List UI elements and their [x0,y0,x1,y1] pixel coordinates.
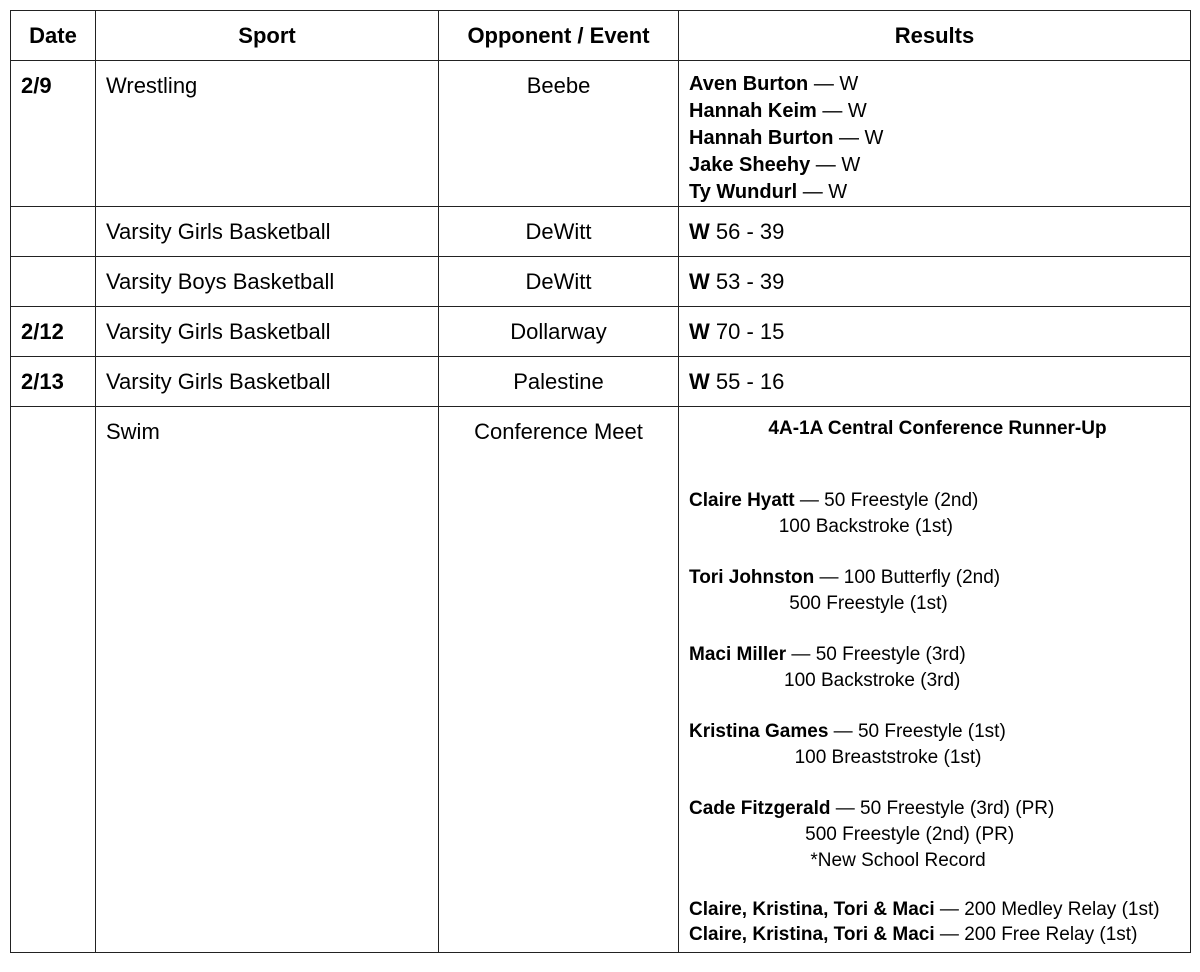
event-line: — 50 Freestyle (1st) [828,721,1006,742]
relay-entry [689,922,1186,947]
date-cell [11,407,96,953]
swimmer-entry [689,796,1186,874]
sport-cell: Varsity Girls Basketball [96,207,439,257]
header-sport: Sport [96,11,439,61]
wrestler-result [689,71,1180,98]
opponent-cell: DeWitt [439,207,679,257]
swimmer-name: Cade Fitzgerald [689,798,831,819]
wrestler-result [689,179,1180,206]
date-cell [11,207,96,257]
event-line: 100 Backstroke (1st) [689,516,953,537]
score-value: 56 - 39 [709,219,785,244]
swimmer-name: Kristina Games [689,721,829,742]
results-cell [679,257,1191,307]
relay-names: Claire, Kristina, Tori & Maci [689,899,935,920]
swimmer-entry [689,565,1186,617]
relay-names: Claire, Kristina, Tori & Maci [689,924,935,945]
sport-cell: Wrestling [96,61,439,207]
event-line: — 50 Freestyle (3rd) [786,644,966,665]
results-cell [679,407,1191,953]
event-line: 100 Backstroke (3rd) [689,670,961,691]
date-cell: 2/13 [11,357,96,407]
results-cell [679,357,1191,407]
header-results: Results [679,11,1191,61]
table-row [11,257,1191,307]
wrestler-result [689,98,1180,125]
wrestler-name: Jake Sheehy [689,154,811,176]
wrestler-outcome: — W [810,154,861,176]
results-cell [679,61,1191,207]
score-value: 55 - 16 [709,369,785,394]
wrestler-outcome: — W [797,181,848,203]
event-line: — 50 Freestyle (2nd) [794,490,979,511]
event-line: — 50 Freestyle (3rd) (PR) [830,798,1055,819]
opponent-cell: Palestine [439,357,679,407]
opponent-cell: Dollarway [439,307,679,357]
opponent-cell: DeWitt [439,257,679,307]
wrestler-outcome: — W [816,100,867,122]
swimmer-entry [689,642,1186,694]
table-row [11,407,1191,953]
table-row [11,207,1191,257]
opponent-cell: Beebe [439,61,679,207]
date-cell [11,257,96,307]
sport-cell: Varsity Girls Basketball [96,357,439,407]
record-note: *New School Record [689,850,986,871]
wrestler-name: Hannah Burton [689,127,834,149]
results-table [10,10,1191,953]
date-cell: 2/9 [11,61,96,207]
relay-results [689,897,1186,947]
swimmer-entry [689,719,1186,771]
event-line: — 100 Butterfly (2nd) [814,567,1001,588]
sport-cell: Varsity Girls Basketball [96,307,439,357]
outcome-label: W [689,269,710,294]
event-line: 500 Freestyle (2nd) (PR) [689,824,1015,845]
swim-results [689,488,1186,947]
score-value: 53 - 39 [709,269,785,294]
outcome-label: W [689,319,710,344]
wrestler-result [689,125,1180,152]
event-line: 500 Freestyle (1st) [689,593,948,614]
date-cell: 2/12 [11,307,96,357]
wrestler-name: Ty Wundurl [689,181,798,203]
relay-entry [689,897,1186,922]
wrestler-name: Aven Burton [689,73,809,95]
swimmer-entry [689,488,1186,540]
wrestler-list [689,71,1180,206]
swimmer-name: Maci Miller [689,644,787,665]
event-line: 100 Breaststroke (1st) [689,747,982,768]
sport-cell: Varsity Boys Basketball [96,257,439,307]
outcome-label: W [689,369,710,394]
wrestler-outcome: — W [808,73,859,95]
outcome-label: W [689,219,710,244]
header-row [11,11,1191,61]
sport-cell: Swim [96,407,439,953]
header-date: Date [11,11,96,61]
results-cell [679,307,1191,357]
wrestler-name: Hannah Keim [689,100,817,122]
swimmer-name: Claire Hyatt [689,490,795,511]
header-opponent: Opponent / Event [439,11,679,61]
table-row [11,61,1191,207]
table-row [11,357,1191,407]
wrestler-result [689,152,1180,179]
wrestler-outcome: — W [833,127,884,149]
swim-headline: 4A-1A Central Conference Runner-Up [768,418,1107,439]
results-cell [679,207,1191,257]
score-value: 70 - 15 [709,319,785,344]
opponent-cell: Conference Meet [439,407,679,953]
relay-event: — 200 Free Relay (1st) [934,924,1138,945]
swimmer-name: Tori Johnston [689,567,815,588]
table-row [11,307,1191,357]
relay-event: — 200 Medley Relay (1st) [934,899,1160,920]
